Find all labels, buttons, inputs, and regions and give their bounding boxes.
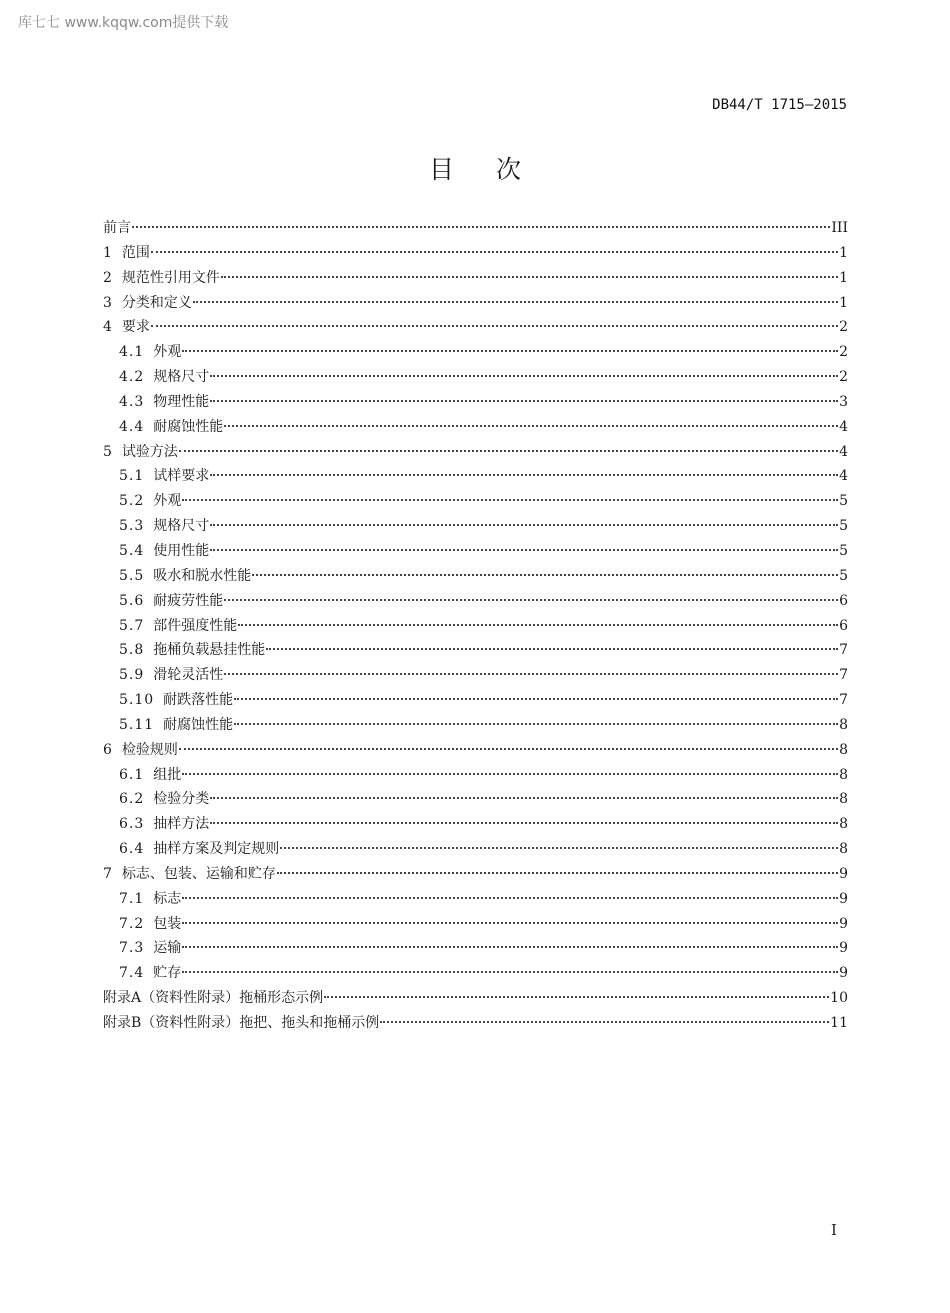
toc-entry-page: 11 <box>830 1015 848 1031</box>
toc-entry-number: 5.9 <box>119 667 145 684</box>
toc-entry-title: 耐腐蚀性能 <box>163 716 234 733</box>
toc-entry-page: 4 <box>839 468 848 485</box>
toc-entry-number: 6.2 <box>119 791 145 808</box>
toc-entry-page: 8 <box>839 841 848 858</box>
toc-entry[interactable] <box>103 539 848 564</box>
toc-entry-page: 2 <box>839 369 848 386</box>
toc-entry-title: 耐疲劳性能 <box>153 592 224 609</box>
toc-entry-number: 4 <box>103 319 113 336</box>
toc-entry[interactable] <box>103 936 848 961</box>
toc-entry-number: 5.7 <box>119 617 145 634</box>
toc-leader-dots <box>179 450 838 452</box>
toc-entry-title: 检验规则 <box>121 741 178 758</box>
toc-leader-dots <box>234 698 838 700</box>
toc-entry-page: 2 <box>839 319 848 336</box>
toc-entry-title: 附录B（资料性附录）拖把、拖头和拖桶示例 <box>103 1015 380 1031</box>
toc-entry[interactable] <box>103 862 848 887</box>
toc-entry-number: 3 <box>103 294 113 311</box>
toc-entry-page: 8 <box>839 766 848 783</box>
toc-entry[interactable] <box>103 464 848 489</box>
toc-entry[interactable] <box>103 787 848 812</box>
toc-entry[interactable] <box>103 266 848 291</box>
toc-entry-title: 要求 <box>121 319 150 336</box>
toc-leader-dots <box>132 226 830 228</box>
toc-leader-dots <box>280 847 838 849</box>
toc-entry-number: 7 <box>103 865 113 882</box>
toc-leader-dots <box>182 499 838 501</box>
toc-leader-dots <box>221 276 838 278</box>
toc-entry-title: 包装 <box>153 915 182 932</box>
toc-entry[interactable] <box>103 912 848 937</box>
toc-leader-dots <box>182 971 838 973</box>
page-number: I <box>831 1221 837 1239</box>
toc-leader-dots <box>182 350 838 352</box>
toc-leader-dots <box>224 425 838 427</box>
toc-entry-number: 4.3 <box>119 393 145 410</box>
toc-entry-number: 5.1 <box>119 468 145 485</box>
toc-entry[interactable] <box>103 589 848 614</box>
toc-entry-number: 6 <box>103 741 113 758</box>
toc-entry-page: 7 <box>839 642 848 659</box>
toc-entry-number: 6.4 <box>119 841 145 858</box>
toc-entry-title: 组批 <box>153 766 182 783</box>
toc-entry[interactable] <box>103 738 848 763</box>
toc-entry[interactable] <box>103 614 848 639</box>
toc-entry-page: 2 <box>839 344 848 361</box>
toc-entry-page: 9 <box>839 915 848 932</box>
toc-leader-dots <box>182 897 838 899</box>
table-of-contents <box>103 216 848 1036</box>
toc-entry-page: 10 <box>830 990 848 1007</box>
toc-leader-dots <box>224 599 838 601</box>
toc-entry-title: 抽样方案及判定规则 <box>153 841 280 858</box>
toc-entry-number: 4.1 <box>119 344 145 361</box>
toc-entry-title: 附录A（资料性附录）拖桶形态示例 <box>103 990 324 1007</box>
toc-leader-dots <box>151 251 838 253</box>
toc-entry[interactable] <box>103 763 848 788</box>
toc-entry-number: 7.4 <box>119 965 145 982</box>
toc-entry-title: 范围 <box>121 244 150 261</box>
toc-leader-dots <box>210 797 838 799</box>
toc-entry-title: 外观 <box>153 344 182 361</box>
toc-entry-number: 5.5 <box>119 567 145 584</box>
toc-entry[interactable] <box>103 390 848 415</box>
toc-entry[interactable] <box>103 241 848 266</box>
toc-leader-dots <box>210 375 838 377</box>
toc-entry-page: 9 <box>839 890 848 907</box>
toc-entry-page: 8 <box>839 816 848 833</box>
toc-entry[interactable] <box>103 713 848 738</box>
toc-entry-title: 耐跌落性能 <box>163 692 234 709</box>
toc-entry[interactable] <box>103 216 848 241</box>
toc-leader-dots <box>210 400 838 402</box>
toc-leader-dots <box>238 624 838 626</box>
toc-leader-dots <box>182 922 838 924</box>
toc-entry-title: 规范性引用文件 <box>121 269 220 286</box>
toc-entry[interactable] <box>103 638 848 663</box>
toc-entry-page: 3 <box>839 393 848 410</box>
toc-entry[interactable] <box>103 986 848 1011</box>
toc-entry[interactable] <box>103 1011 848 1036</box>
toc-leader-dots <box>193 301 838 303</box>
toc-entry-page: 9 <box>839 865 848 882</box>
toc-entry-page: 8 <box>839 716 848 733</box>
toc-entry-title: 规格尺寸 <box>153 369 210 386</box>
toc-entry-page: 7 <box>839 667 848 684</box>
toc-entry-title: 滑轮灵活性 <box>153 667 224 684</box>
toc-entry-page: 6 <box>839 592 848 609</box>
toc-entry[interactable] <box>103 688 848 713</box>
toc-entry-title: 试验方法 <box>121 443 178 460</box>
toc-entry-number: 4.2 <box>119 369 145 386</box>
toc-entry-number: 7.1 <box>119 890 145 907</box>
toc-entry-number: 5.2 <box>119 493 145 510</box>
toc-entry-title: 分类和定义 <box>121 294 192 311</box>
toc-leader-dots <box>179 748 838 750</box>
toc-leader-dots <box>266 648 838 650</box>
toc-entry-number: 6.1 <box>119 766 145 783</box>
toc-leader-dots <box>210 524 838 526</box>
toc-entry-page: 8 <box>839 741 848 758</box>
toc-entry[interactable] <box>103 340 848 365</box>
toc-leader-dots <box>182 946 838 948</box>
toc-leader-dots <box>151 325 838 327</box>
toc-entry-page: 5 <box>839 518 848 535</box>
watermark: 库七七 www.kqqw.com提供下载 <box>18 15 229 31</box>
toc-entry-page: 9 <box>839 965 848 982</box>
toc-entry-page: 4 <box>839 418 848 435</box>
toc-entry[interactable] <box>103 887 848 912</box>
toc-entry[interactable] <box>103 514 848 539</box>
toc-entry-title: 标志、包装、运输和贮存 <box>121 865 276 882</box>
toc-entry[interactable] <box>103 489 848 514</box>
toc-leader-dots <box>252 574 838 576</box>
toc-entry-number: 5.8 <box>119 642 145 659</box>
toc-entry-page: 5 <box>839 567 848 584</box>
toc-entry-page: 4 <box>839 443 848 460</box>
toc-entry-number: 5.11 <box>119 716 155 733</box>
toc-entry-number: 5.3 <box>119 518 145 535</box>
toc-entry-title: 检验分类 <box>153 791 210 808</box>
toc-leader-dots <box>277 872 838 874</box>
toc-entry[interactable] <box>103 440 848 465</box>
toc-entry-number: 4.4 <box>119 418 145 435</box>
toc-entry-page: 7 <box>839 692 848 709</box>
toc-entry-number: 7.3 <box>119 940 145 957</box>
toc-entry-page: 1 <box>839 294 848 311</box>
toc-leader-dots <box>210 822 838 824</box>
document-code: DB44/T 1715—2015 <box>712 97 847 113</box>
toc-leader-dots <box>224 673 838 675</box>
toc-leader-dots <box>210 474 838 476</box>
toc-entry-page: III <box>831 220 848 236</box>
toc-entry-number: 5.6 <box>119 592 145 609</box>
toc-entry-title: 物理性能 <box>153 393 210 410</box>
toc-entry-title: 外观 <box>153 493 182 510</box>
toc-entry[interactable] <box>103 365 848 390</box>
toc-entry-title: 标志 <box>153 890 182 907</box>
toc-entry-title: 抽样方法 <box>153 816 210 833</box>
toc-leader-dots <box>380 1021 829 1023</box>
toc-entry-title: 部件强度性能 <box>153 617 238 634</box>
toc-leader-dots <box>210 549 838 551</box>
toc-entry-title: 运输 <box>153 940 182 957</box>
toc-entry[interactable] <box>103 415 848 440</box>
toc-entry[interactable] <box>103 837 848 862</box>
toc-entry-page: 9 <box>839 940 848 957</box>
toc-entry-page: 5 <box>839 542 848 559</box>
toc-entry-number: 7.2 <box>119 915 145 932</box>
toc-entry-title: 贮存 <box>153 965 182 982</box>
toc-leader-dots <box>234 723 838 725</box>
toc-entry-number: 5.10 <box>119 692 155 709</box>
toc-entry[interactable] <box>103 564 848 589</box>
toc-entry-title: 试样要求 <box>153 468 210 485</box>
toc-entry[interactable] <box>103 291 848 316</box>
toc-entry-page: 1 <box>839 269 848 286</box>
toc-entry-number: 5.4 <box>119 542 145 559</box>
toc-entry-number: 5 <box>103 443 113 460</box>
toc-entry-number: 6.3 <box>119 816 145 833</box>
toc-entry-number: 2 <box>103 269 113 286</box>
toc-entry-title: 耐腐蚀性能 <box>153 418 224 435</box>
toc-entry[interactable] <box>103 663 848 688</box>
toc-entry-title: 吸水和脱水性能 <box>153 567 252 584</box>
toc-entry-page: 5 <box>839 493 848 510</box>
toc-leader-dots <box>182 773 838 775</box>
toc-entry-title: 使用性能 <box>153 542 210 559</box>
page-title: 目次 <box>428 155 563 184</box>
toc-leader-dots <box>324 996 829 998</box>
toc-entry[interactable] <box>103 315 848 340</box>
toc-entry-title: 前言 <box>103 220 131 236</box>
toc-entry[interactable] <box>103 961 848 986</box>
toc-entry-page: 6 <box>839 617 848 634</box>
toc-entry-number: 1 <box>103 244 113 261</box>
toc-entry[interactable] <box>103 812 848 837</box>
toc-entry-title: 规格尺寸 <box>153 518 210 535</box>
toc-entry-title: 拖桶负载悬挂性能 <box>153 642 266 659</box>
toc-entry-page: 1 <box>839 244 848 261</box>
toc-entry-page: 8 <box>839 791 848 808</box>
